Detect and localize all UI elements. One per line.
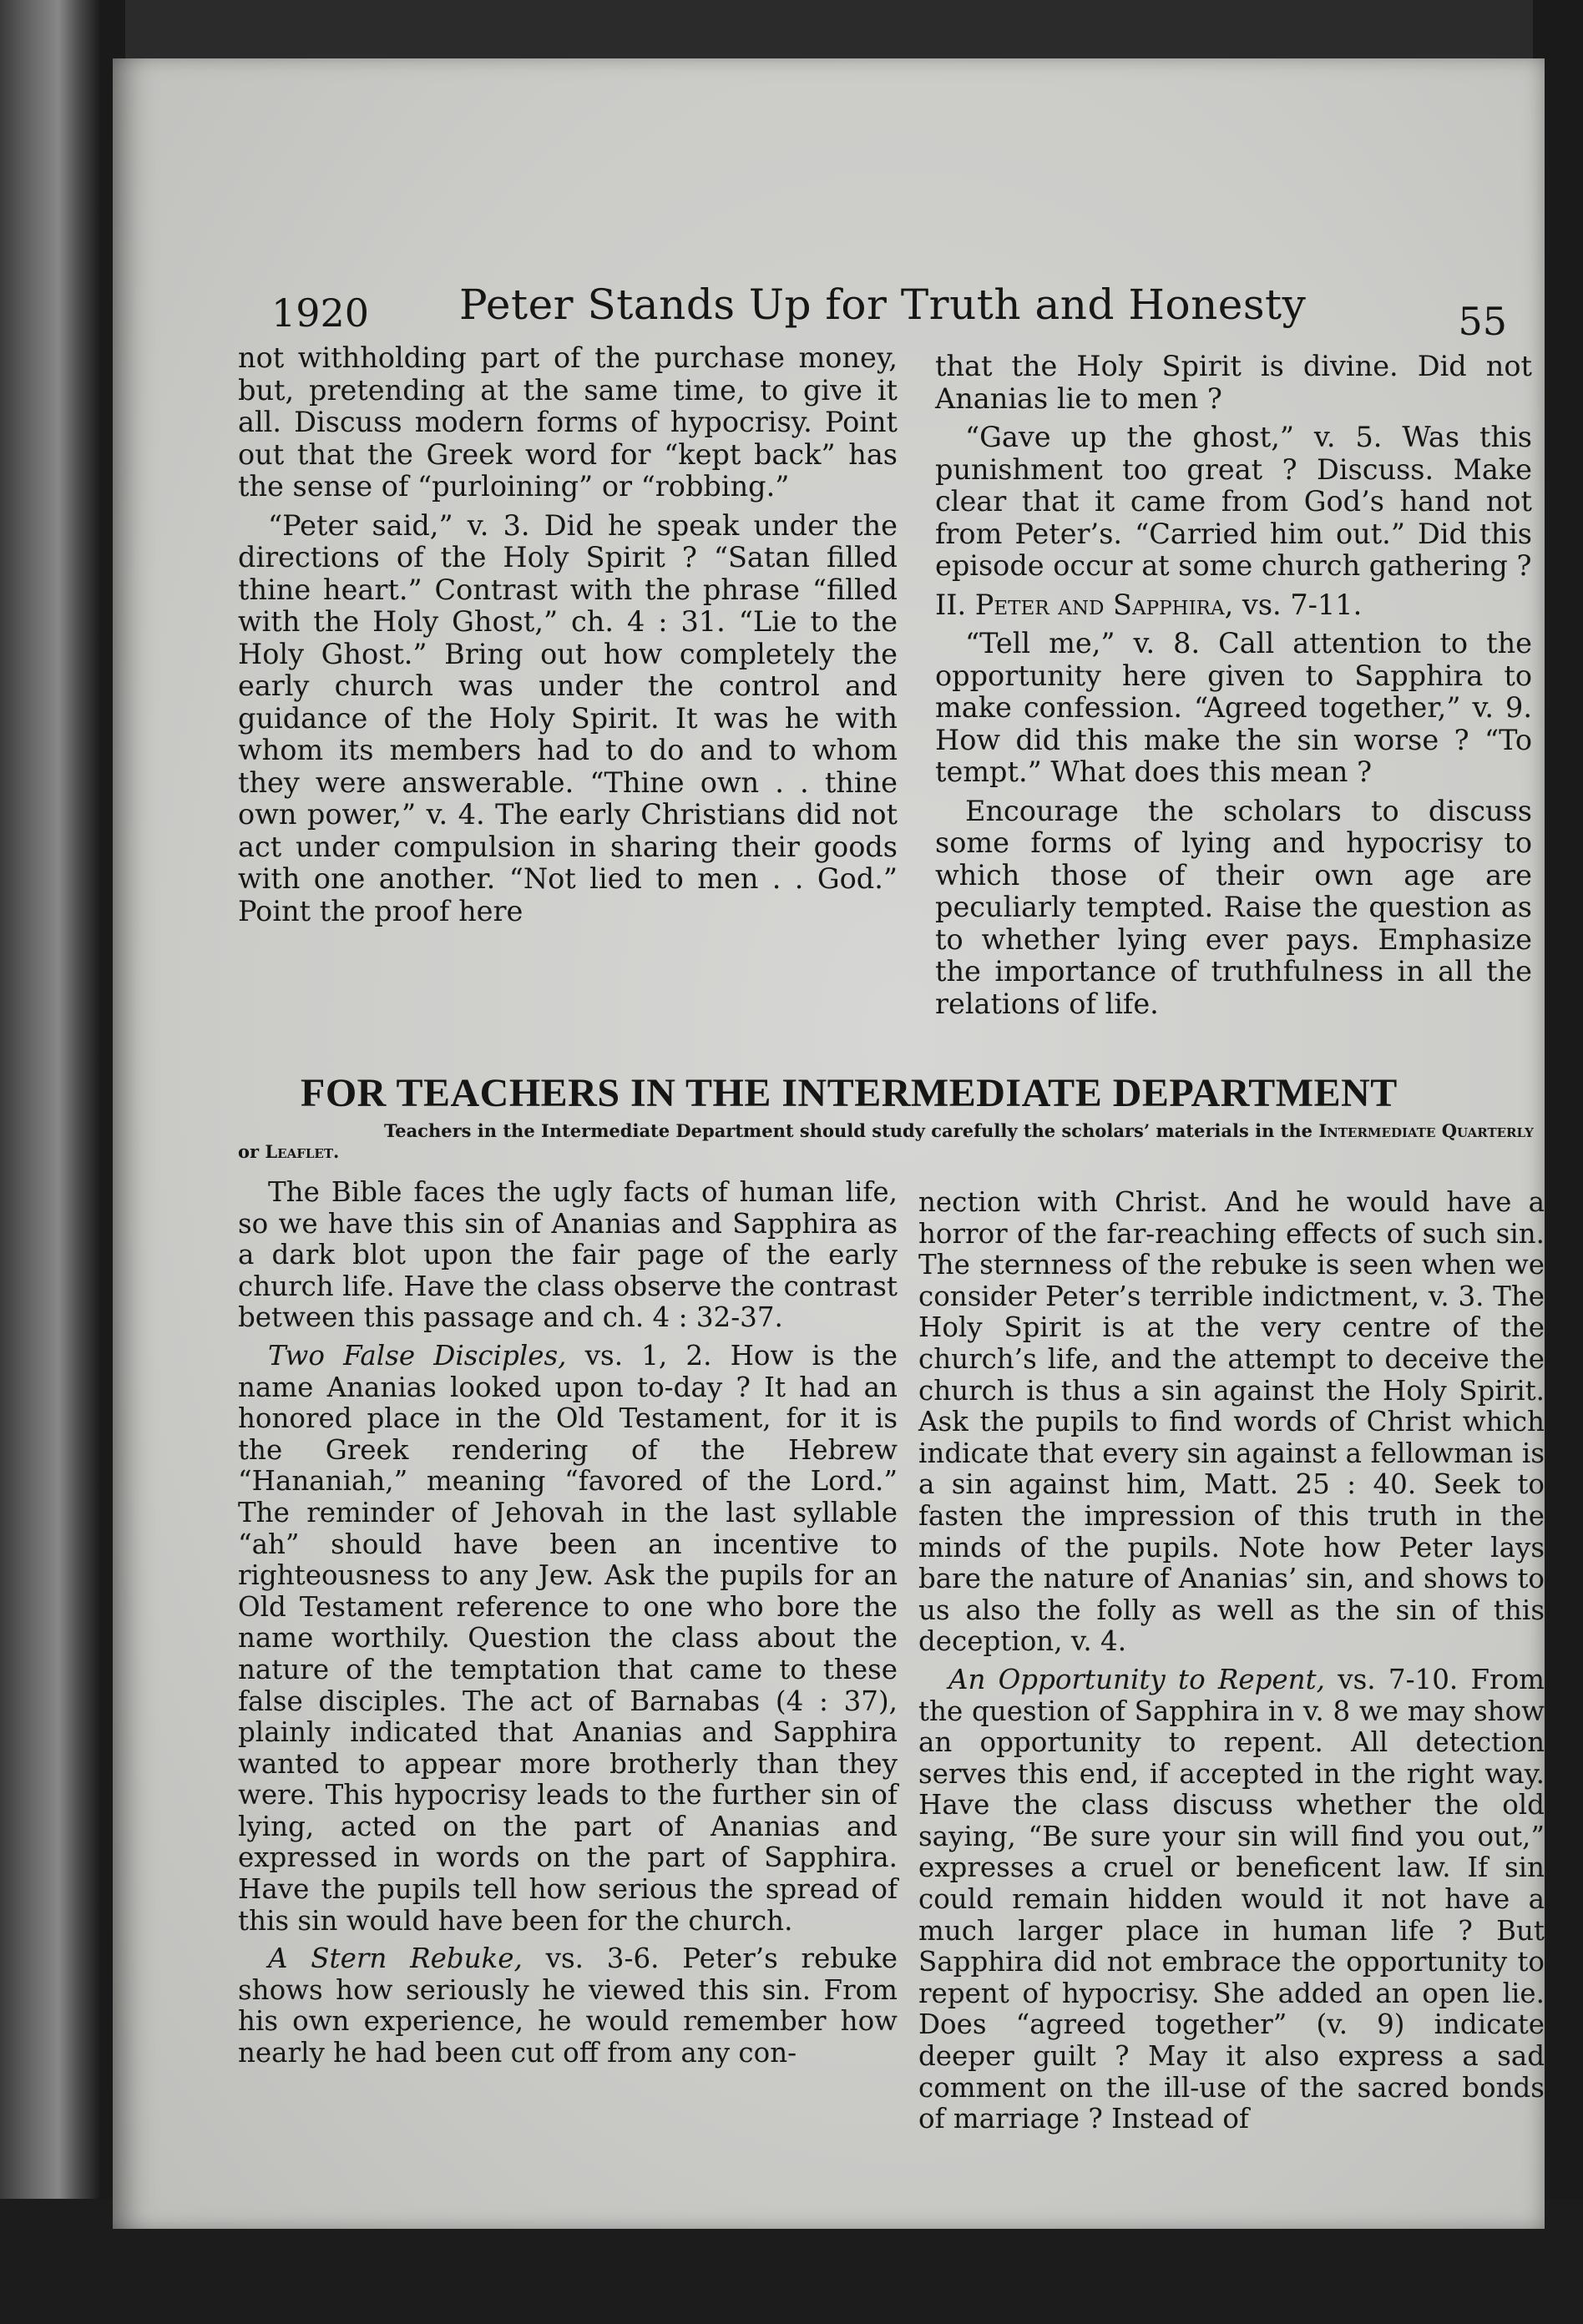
book-page [113,58,1545,2229]
paragraph: “Peter said,” v. 3. Did he speak under the directions of the Holy Spirit ? “Satan filled thine heart.” Contrast with the phrase “filled with the Holy Ghost,” ch. 4 : 31. “Lie to the Holy Ghost.” Bring out how completely the early church was under the control and guidance of the Holy Spirit. It was he with whom its members had to do and to whom they were answerable. “Thine own . . thine own power,” v. 4. The early Christians did not act under compulsion in sharing their goods with one another. “Not lied to men . . God.” Point the proof here [238,508,898,927]
subheading-numeral: II. [935,588,967,621]
section-note [238,1120,1540,1162]
section-note-publication-2: Leaflet. [265,1141,340,1162]
paragraph [238,1943,898,2069]
subheading-title: Peter and Sapphira, [974,588,1234,621]
subheading-verses: vs. 7-11. [1242,588,1363,621]
subheading-peter-and-sapphira [935,589,1532,622]
top-left-column [238,342,898,1060]
paragraph: “Tell me,” v. 8. Call attention to the opportunity here given to Sapphira to make confession. “Agreed together,” v. 9. How did this make the sin worse ? “To tempt.” What does this mean ? [935,627,1532,788]
section-note-text: Teachers in the Intermediate Department should study carefully the scholars’ materials in the [384,1120,1312,1141]
header-title: Peter Stands Up for Truth and Honesty [459,280,1307,329]
paragraph: nection with Christ. And he would have a horror of the far-reaching effects of such sin. The sternness of the rebuke is seen when we consider Peter’s terrible indictment, v. 3. The Holy Spirit is at the very centre of the church’s life, and the attempt to deceive the church is thus a sin against the Holy Spirit. Ask the pupils to find words of Christ which indicate that every sin against a fellowman is a sin against him, Matt. 25 : 40. Seek to fasten the impression of this truth in the minds of the pupils. Note how Peter lays bare the nature of Ananias’ sin, and shows to us also the folly as well as the sin of this deception, v. 4. [918,1186,1545,1658]
top-right-column [935,351,1532,1069]
paragraph: “Gave up the ghost,” v. 5. Was this punishment too great ? Discuss. Make clear that it came from God’s hand not from Peter’s. “Carried him out.” Did this episode occur at some church gathering ? [935,421,1532,582]
section-note-or: or [238,1141,260,1162]
paragraph [238,1341,898,1937]
scan-left-margin [0,0,125,2324]
bottom-left-column [238,1177,898,2212]
bottom-right-column [918,1187,1545,2222]
running-header [271,275,1507,351]
paragraph-body: vs. 7-10. From the question of Sapphira in v. 8 we may show an opportunity to repent. All detection serves this end, if accepted in the right way. Have the class discuss whether the old saying, “Be sure your sin will find you out,” expresses a cruel or beneficent law. If sin could remain hidden would it not have a much larger place in human life ? But Sapphira did not embrace the opportunity to repent of hypocrisy. She added an open lie. Does “agreed together” (v. 9) indicate deeper guilt ? May it also express a sad comment on the ill-use of the sacred bonds of marriage ? Instead of [918,1663,1545,2135]
paragraph-lead-italic: Two False Disciples, [268,1339,567,1372]
paragraph-lead-italic: An Opportunity to Repent, [948,1663,1325,1695]
paragraph: The Bible faces the ugly facts of human life, so we have this sin of Ananias and Sapphira as a dark blot upon the fair page of the early church life. Have the class observe the contrast between this passage and ch. 4 : 32-37. [238,1176,898,1334]
header-year: 1920 [271,290,370,336]
paragraph: not withholding part of the purchase money, but, pretending at the same time, to give it all. Discuss modern forms of hypocrisy. Point out that the Greek word for “kept back” has the sense of “purloining” or “robbing.” [238,341,898,503]
paragraph-body: vs. 3-6. Peter’s rebuke shows how seriously he viewed this sin. From his own experience, he would remember how nearly he had been cut off from any con- [238,1943,898,2069]
paragraph-body: vs. 1, 2. How is the name Ananias looked upon to-day ? It had an honored place in the Old Testament, for it is the Greek rendering of the Hebrew “Hananiah,” meaning “favored of the Lord.” The reminder of Jehovah in the last syllable “ah” should have been an incentive to righteousness to any Jew. Ask the pupils for an Old Testament reference to one who bore the name worthily. Question the class about the nature of the temptation that came to these false disciples. The act of Barnabas (4 : 37), plainly indicated that Ananias and Sapphira wanted to appear more brotherly than they were. This hypocrisy leads to the further sin of lying, acted on the part of Ananias and expressed in words on the part of Sapphira. Have the pupils tell how serious the spread of this sin would have been for the church. [238,1339,898,1937]
page-number: 55 [1458,299,1507,344]
paragraph: Encourage the scholars to discuss some forms of lying and hypocrisy to which those of their own age are peculiarly tempted. Raise the question as to whether lying ever pays. Emphasize the importance of truthfulness in all the relations of life. [935,794,1532,1020]
paragraph-lead-italic: A Stern Rebuke, [268,1943,523,1975]
paragraph: that the Holy Spirit is divine. Did not Ananias lie to men ? [935,350,1532,415]
paragraph [918,1665,1545,2135]
section-note-publication-1: Intermediate Quarterly [1318,1120,1534,1141]
section-heading: FOR TEACHERS IN THE INTERMEDIATE DEPARTMENT [301,1071,1398,1115]
